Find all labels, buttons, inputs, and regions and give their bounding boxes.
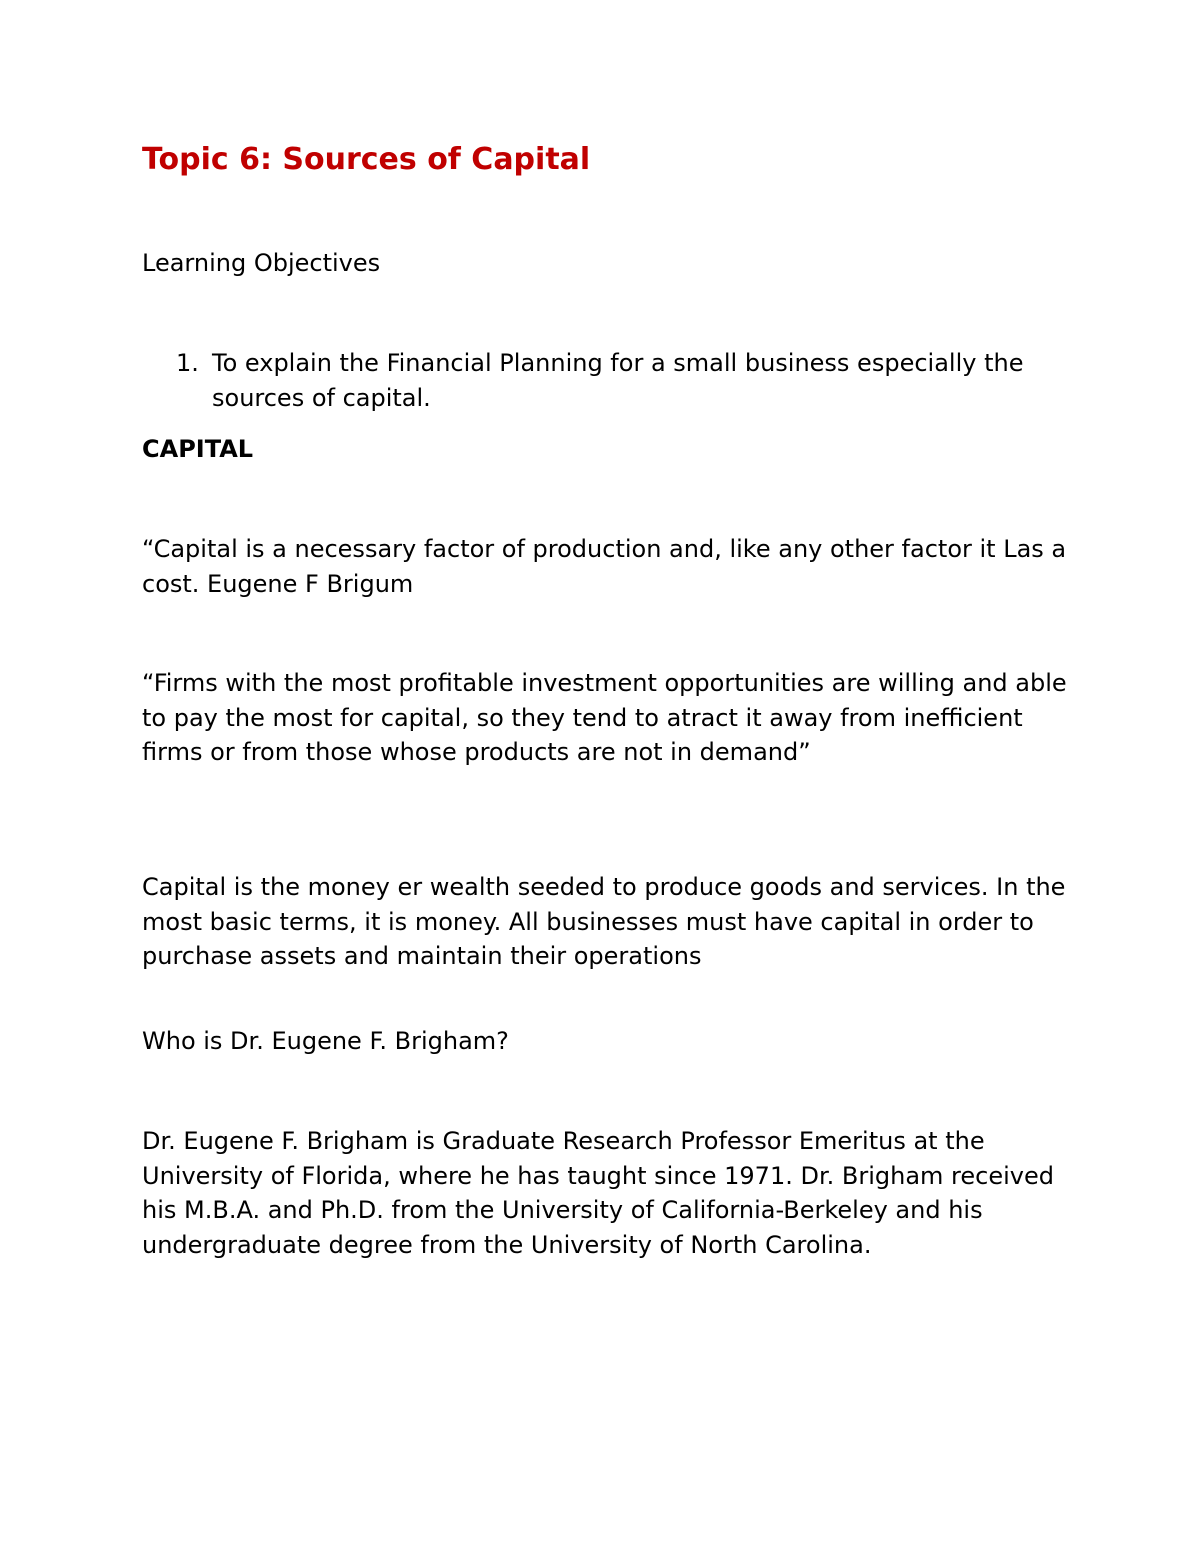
brigham-question: Who is Dr. Eugene F. Brigham? <box>142 1027 509 1055</box>
list-item-text: To explain the Financial Planning for a small business especially the sources of capital. <box>212 349 1024 412</box>
quote-paragraph-2: “Firms with the most profitable investment opportunities are willing and able to pay the most for capital, so they tend to atract it away from inefficient firms or from those whose products are not in demand” <box>142 669 1067 766</box>
brigham-bio-paragraph: Dr. Eugene F. Brigham is Graduate Research Professor Emeritus at the University of Florida, where he has taught since 1971. Dr. Brigham received his M.B.A. and Ph.D. from the University of California-Berkeley and his undergraduate degree from the University of North Carolina. <box>142 1127 1054 1259</box>
capital-definition-paragraph: Capital is the money er wealth seeded to produce goods and services. In the most basic terms, it is money. All businesses must have capital in order to purchase assets and maintain their operations <box>142 873 1066 970</box>
objectives-list <box>176 346 1056 415</box>
quote-paragraph-1: “Capital is a necessary factor of production and, like any other factor it Las a cost. Eugene F Brigum <box>142 535 1067 598</box>
capital-heading: CAPITAL <box>142 435 254 463</box>
learning-objectives-label: Learning Objectives <box>142 249 381 277</box>
page-title: Topic 6: Sources of Capital <box>142 142 591 177</box>
list-item-number: 1. <box>176 349 199 377</box>
list-item <box>176 346 1056 415</box>
